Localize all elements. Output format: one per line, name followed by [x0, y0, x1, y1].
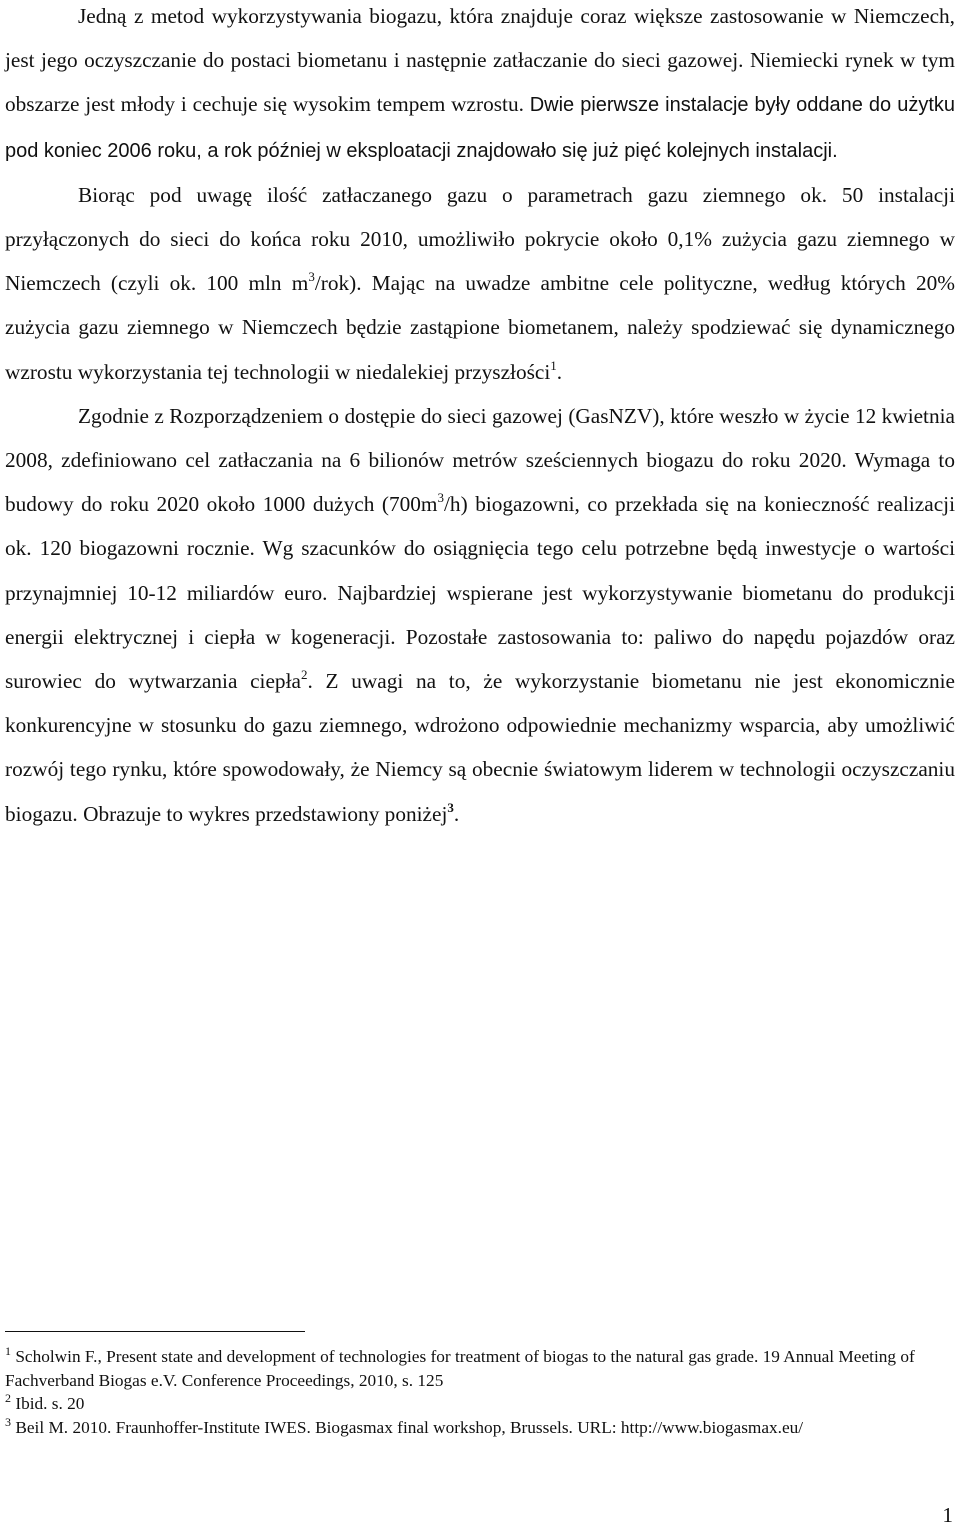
paragraph-3-text-a: Zgodnie z Rozporządzeniem o dostępie do sieci gazowej (GasNZV), które weszło w życie 12 kwietnia 2008, zdefiniowano cel zatłaczania na 6 bilionów metrów sześciennych biogazu do roku 2020. Wymaga to budowy do roku 2020 około 1000 dużych (700m — [5, 403, 955, 517]
paragraph-2-text-c: . — [556, 359, 563, 384]
paragraph-regulation-targets — [5, 394, 955, 836]
footnote-reference-2: 2 — [300, 667, 308, 683]
paragraph-1-text-a: Jedną z metod wykorzystywania biogazu, która znajduje coraz większe zastosowanie w Niemczech, jest jego oczyszczanie do postaci biometanu i następnie zatłaczanie do sieci gazowej. Niemiecki rynek w tym obszarze jest młody i cechuje się wysokim tempem wzrostu. — [5, 4, 955, 117]
footnote-reference-3: 3 — [447, 799, 454, 815]
superscript-cubic: 3 — [437, 490, 444, 506]
footnote-marker: 2 — [5, 1391, 11, 1405]
footnote-text: Beil M. 2010. Fraunhoffer-Institute IWES. Biogasmax final workshop, Brussels. URL: http://www.biogasmax.eu/ — [11, 1417, 804, 1437]
footnote-text: Scholwin F., Present state and development of technologies for treatment of biogas to the natural gas grade. 19 Annual Meeting of Fachverband Biogas e.V. Conference Proceedings, 2010, s. 125 — [5, 1347, 915, 1390]
footnote-2 — [5, 1392, 955, 1416]
paragraph-1-text-b: Dwie pierwsze instalacje były oddane do użytku pod koniec 2006 roku, a rok później w eksploatacji znajdowało się już pięć kolejnych instalacji. — [5, 94, 955, 162]
paragraph-3-text-b: /h) biogazowni, co przekłada się na konieczność realizacji ok. 120 biogazowni rocznie. Wg szacunków do osiągnięcia tego celu potrzebne będą inwestycje o wartości przynajmniej 10-12 miliardów euro. Najbardziej wspierane jest wykorzystywanie biometanu do produkcji energii elektrycznej i ciepła w kogeneracji. Pozostałe zastosowania to: paliwo do napędu pojazdów oraz surowiec do wytwarzania ciepła — [5, 492, 955, 694]
footnote-separator — [5, 1331, 305, 1332]
footnote-1 — [5, 1345, 955, 1392]
paragraph-2-text-a: Biorąc pod uwagę ilość zatłaczanego gazu o parametrach gazu ziemnego ok. 50 instalacji przyłączonych do sieci do końca roku 2010, umożliwiło pokrycie około 0,1% zużycia gazu ziemnego w Niemczech (czyli ok. 100 mln m — [5, 182, 955, 296]
footnote-reference-1: 1 — [550, 357, 557, 373]
paragraph-2-text-b: /rok). Mając na uwadze ambitne cele polityczne, według których 20% zużycia gazu ziemnego w Niemczech będzie zastąpione biometanem, należy spodziewać się dynamicznego wzrostu wykorzystania tej technologii w niedalekiej przyszłości — [5, 271, 955, 384]
footnote-3 — [5, 1416, 955, 1440]
paragraph-3-text-d: . — [453, 801, 460, 826]
page-number: 1 — [942, 1503, 953, 1527]
superscript-cubic: 3 — [308, 269, 315, 285]
paragraph-gas-injection-statistics — [5, 173, 955, 394]
paragraph-3-text-c: . Z uwagi na to, że wykorzystanie biometanu nie jest ekonomicznie konkurencyjne w stosunku do gazu ziemnego, wdrożono odpowiednie mechanizmy wsparcia, aby umożliwić rozwój tego rynku, które spowodowały, że Niemcy są obecnie światowym liderem w technologii oczyszczaniu biogazu. Obrazuje to wykres przedstawiony poniżej — [5, 669, 955, 826]
paragraph-biogas-upgrading — [5, 0, 955, 173]
document-page — [5, 0, 955, 836]
footnote-marker: 3 — [5, 1414, 11, 1429]
footnote-text: Ibid. s. 20 — [11, 1394, 85, 1413]
footnotes — [5, 1345, 955, 1439]
footnote-marker: 1 — [5, 1344, 11, 1358]
